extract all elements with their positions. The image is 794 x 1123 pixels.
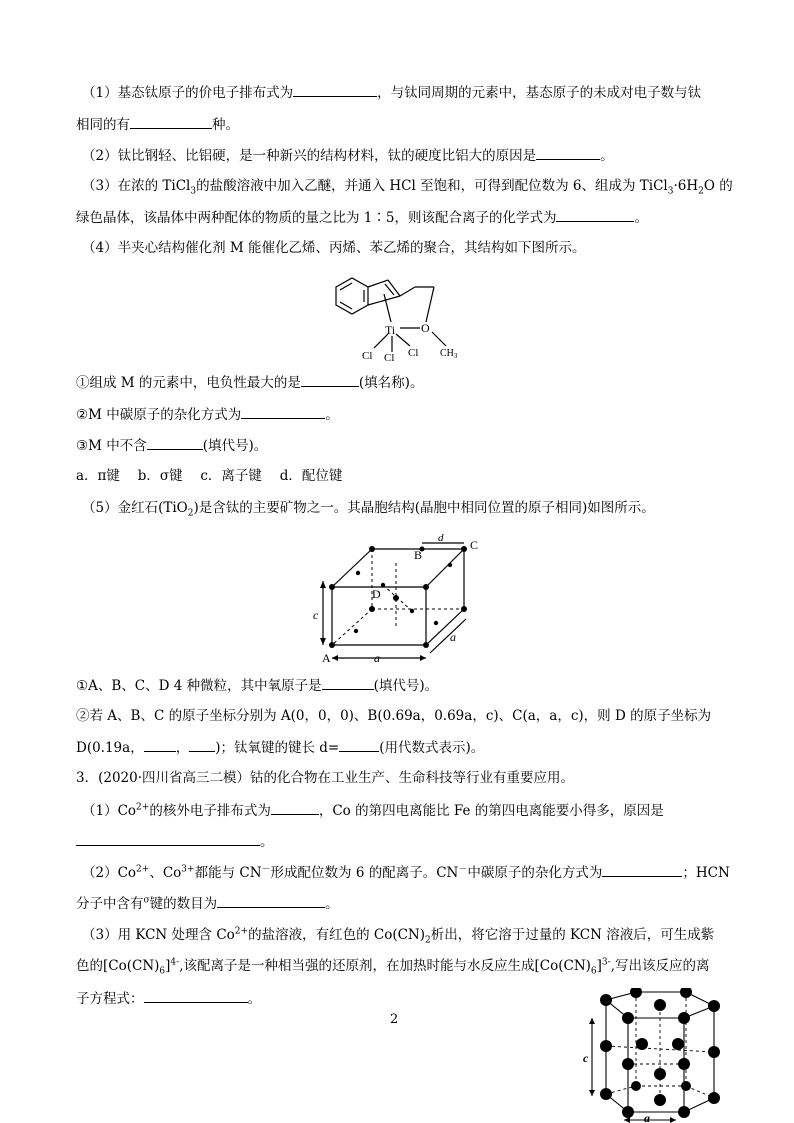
answer-blank[interactable] bbox=[271, 800, 319, 815]
label-a-depth: a bbox=[450, 630, 456, 644]
label-d-length: d bbox=[438, 532, 444, 544]
hex-label-c: c bbox=[583, 1051, 589, 1065]
label-a-length: a bbox=[374, 651, 380, 665]
answer-blank[interactable] bbox=[189, 737, 215, 752]
p3-q3-line-3: 子方程式： 。 bbox=[76, 988, 261, 1009]
answer-blank[interactable] bbox=[76, 831, 260, 846]
group-ch3: $CH_3$ bbox=[440, 348, 458, 360]
rutile-unit-cell-diagram bbox=[310, 525, 490, 665]
q4-intro: （4）半夹心结构催化剂 M 能催化乙烯、丙烯、苯乙烯的聚合，其结构如下图所示。 bbox=[82, 240, 586, 256]
q4-sub-2: ②M 中碳原子的杂化方式为 。 bbox=[76, 404, 339, 425]
answer-blank[interactable] bbox=[322, 675, 374, 690]
problem-3-title: 3．(2020·四川省高三二模）钴的化合物在工业生产、生命科技等行业有重要应用。 bbox=[76, 770, 575, 786]
q1-line-1: （1）基态钛原子的价电子排布式为 ，与钛同周期的元素中，基态原子的未成对电子数与钛 bbox=[82, 82, 701, 103]
label-c-point: C bbox=[470, 538, 479, 552]
label-d-point: D bbox=[372, 587, 381, 601]
q2-line: （2）钛比钢轻、比铝硬，是一种新兴的结构材料，钛的硬度比铝大的原因是 。 bbox=[82, 145, 614, 166]
label-b-point: B bbox=[414, 548, 423, 562]
answer-blank[interactable] bbox=[241, 404, 325, 419]
answer-blank[interactable] bbox=[536, 145, 600, 160]
q3-line-2: 绿色晶体，该晶体中两种配体的物质的量之比为 1∶5，则该配合离子的化学式为 。 bbox=[76, 207, 648, 228]
p3-q2-line-1: $(2)Co^{2+}$、$Co^{3+}$都能与 CN－形成配位数为 6 的配离子。CN－中碳原子的杂化方式为 ；HCN bbox=[82, 862, 730, 883]
answer-blank[interactable] bbox=[217, 893, 325, 908]
hex-label-a: a bbox=[644, 1111, 650, 1123]
answer-blank[interactable] bbox=[602, 862, 682, 877]
page-number: 2 bbox=[390, 1012, 399, 1027]
p3-q1-line-2: 。 bbox=[76, 831, 274, 852]
p3-q2-line-2: 分子中含有$^\sigma$键的数目为 。 bbox=[76, 893, 339, 914]
atom-o: O bbox=[421, 321, 430, 335]
hexagonal-crystal-diagram bbox=[582, 988, 722, 1123]
molecule-structure-m bbox=[322, 260, 472, 364]
answer-blank[interactable] bbox=[301, 372, 359, 387]
q4-sub-1: ①组成 M 的元素中，电负性最大的是 (填名称)。 bbox=[76, 372, 423, 393]
p3-q3-line-2: 色的$[Co(CN)_6]^{4-}$,该配离子是一种相当强的还原剂，在加热时能与水反应生成$[Co(CN)_6]^{3-}$,写出该反应的离 bbox=[76, 957, 710, 977]
label-a-point: A bbox=[322, 651, 331, 665]
answer-blank[interactable] bbox=[339, 737, 379, 752]
q5-sub-2-line-1: ②若 A、B、C 的原子坐标分别为 A(0，0，0)、B(0.69a，0.69a，c)、C(a，a，c)，则 D 的原子坐标为 bbox=[76, 708, 712, 724]
atom-ti: Ti bbox=[385, 323, 396, 337]
atom-cl-2: Cl bbox=[384, 352, 395, 364]
q4-sub-3: ③M 中不含 (填代号)。 bbox=[76, 435, 267, 456]
atom-cl-1: Cl bbox=[362, 350, 373, 362]
answer-blank[interactable] bbox=[147, 435, 203, 450]
p3-q1-line-1: $(1)Co^{2+}$的核外电子排布式为 ，Co 的第四电离能比 Fe 的第四电离能要小得多，原因是 bbox=[82, 800, 664, 821]
q1-line-2: 相同的有 种。 bbox=[76, 114, 239, 135]
q3-line-1: （3）在浓的 TiCl$_3$的盐酸溶液中加入乙醚，并通入 HCl 至饱和，可得到配位数为 6、组成为 $TiCl_3\cdot 6H_2O$ 的 bbox=[82, 178, 733, 197]
label-c-length: c bbox=[313, 608, 319, 622]
p3-q3-line-1: （3）用 KCN 处理含 $Co^{2+}$的盐溶液，有红色的 $Co(CN)_2$析出，将它溶于过量的 KCN 溶液后，可生成紫 bbox=[82, 926, 715, 946]
q5-sub-1: ①A、B、C、D 4 种微粒，其中氧原子是 (填代号)。 bbox=[76, 675, 438, 696]
atom-cl-3: Cl bbox=[408, 347, 419, 359]
answer-blank[interactable] bbox=[293, 82, 377, 97]
q4-options: a．π键 b．σ键 c．离子键 d．配位键 bbox=[76, 468, 343, 484]
answer-blank[interactable] bbox=[144, 988, 248, 1003]
q5-sub-2-line-2: D(0.19a， ， )；钛氧键的键长 d= (用代数式表示)。 bbox=[76, 737, 484, 758]
answer-blank[interactable] bbox=[130, 114, 212, 129]
answer-blank[interactable] bbox=[144, 737, 176, 752]
answer-blank[interactable] bbox=[556, 207, 634, 222]
q5-intro: （5）金红石(TiO$_2$)是含钛的主要矿物之一。其晶胞结构(晶胞中相同位置的原子相同)如图所示。 bbox=[82, 500, 655, 519]
